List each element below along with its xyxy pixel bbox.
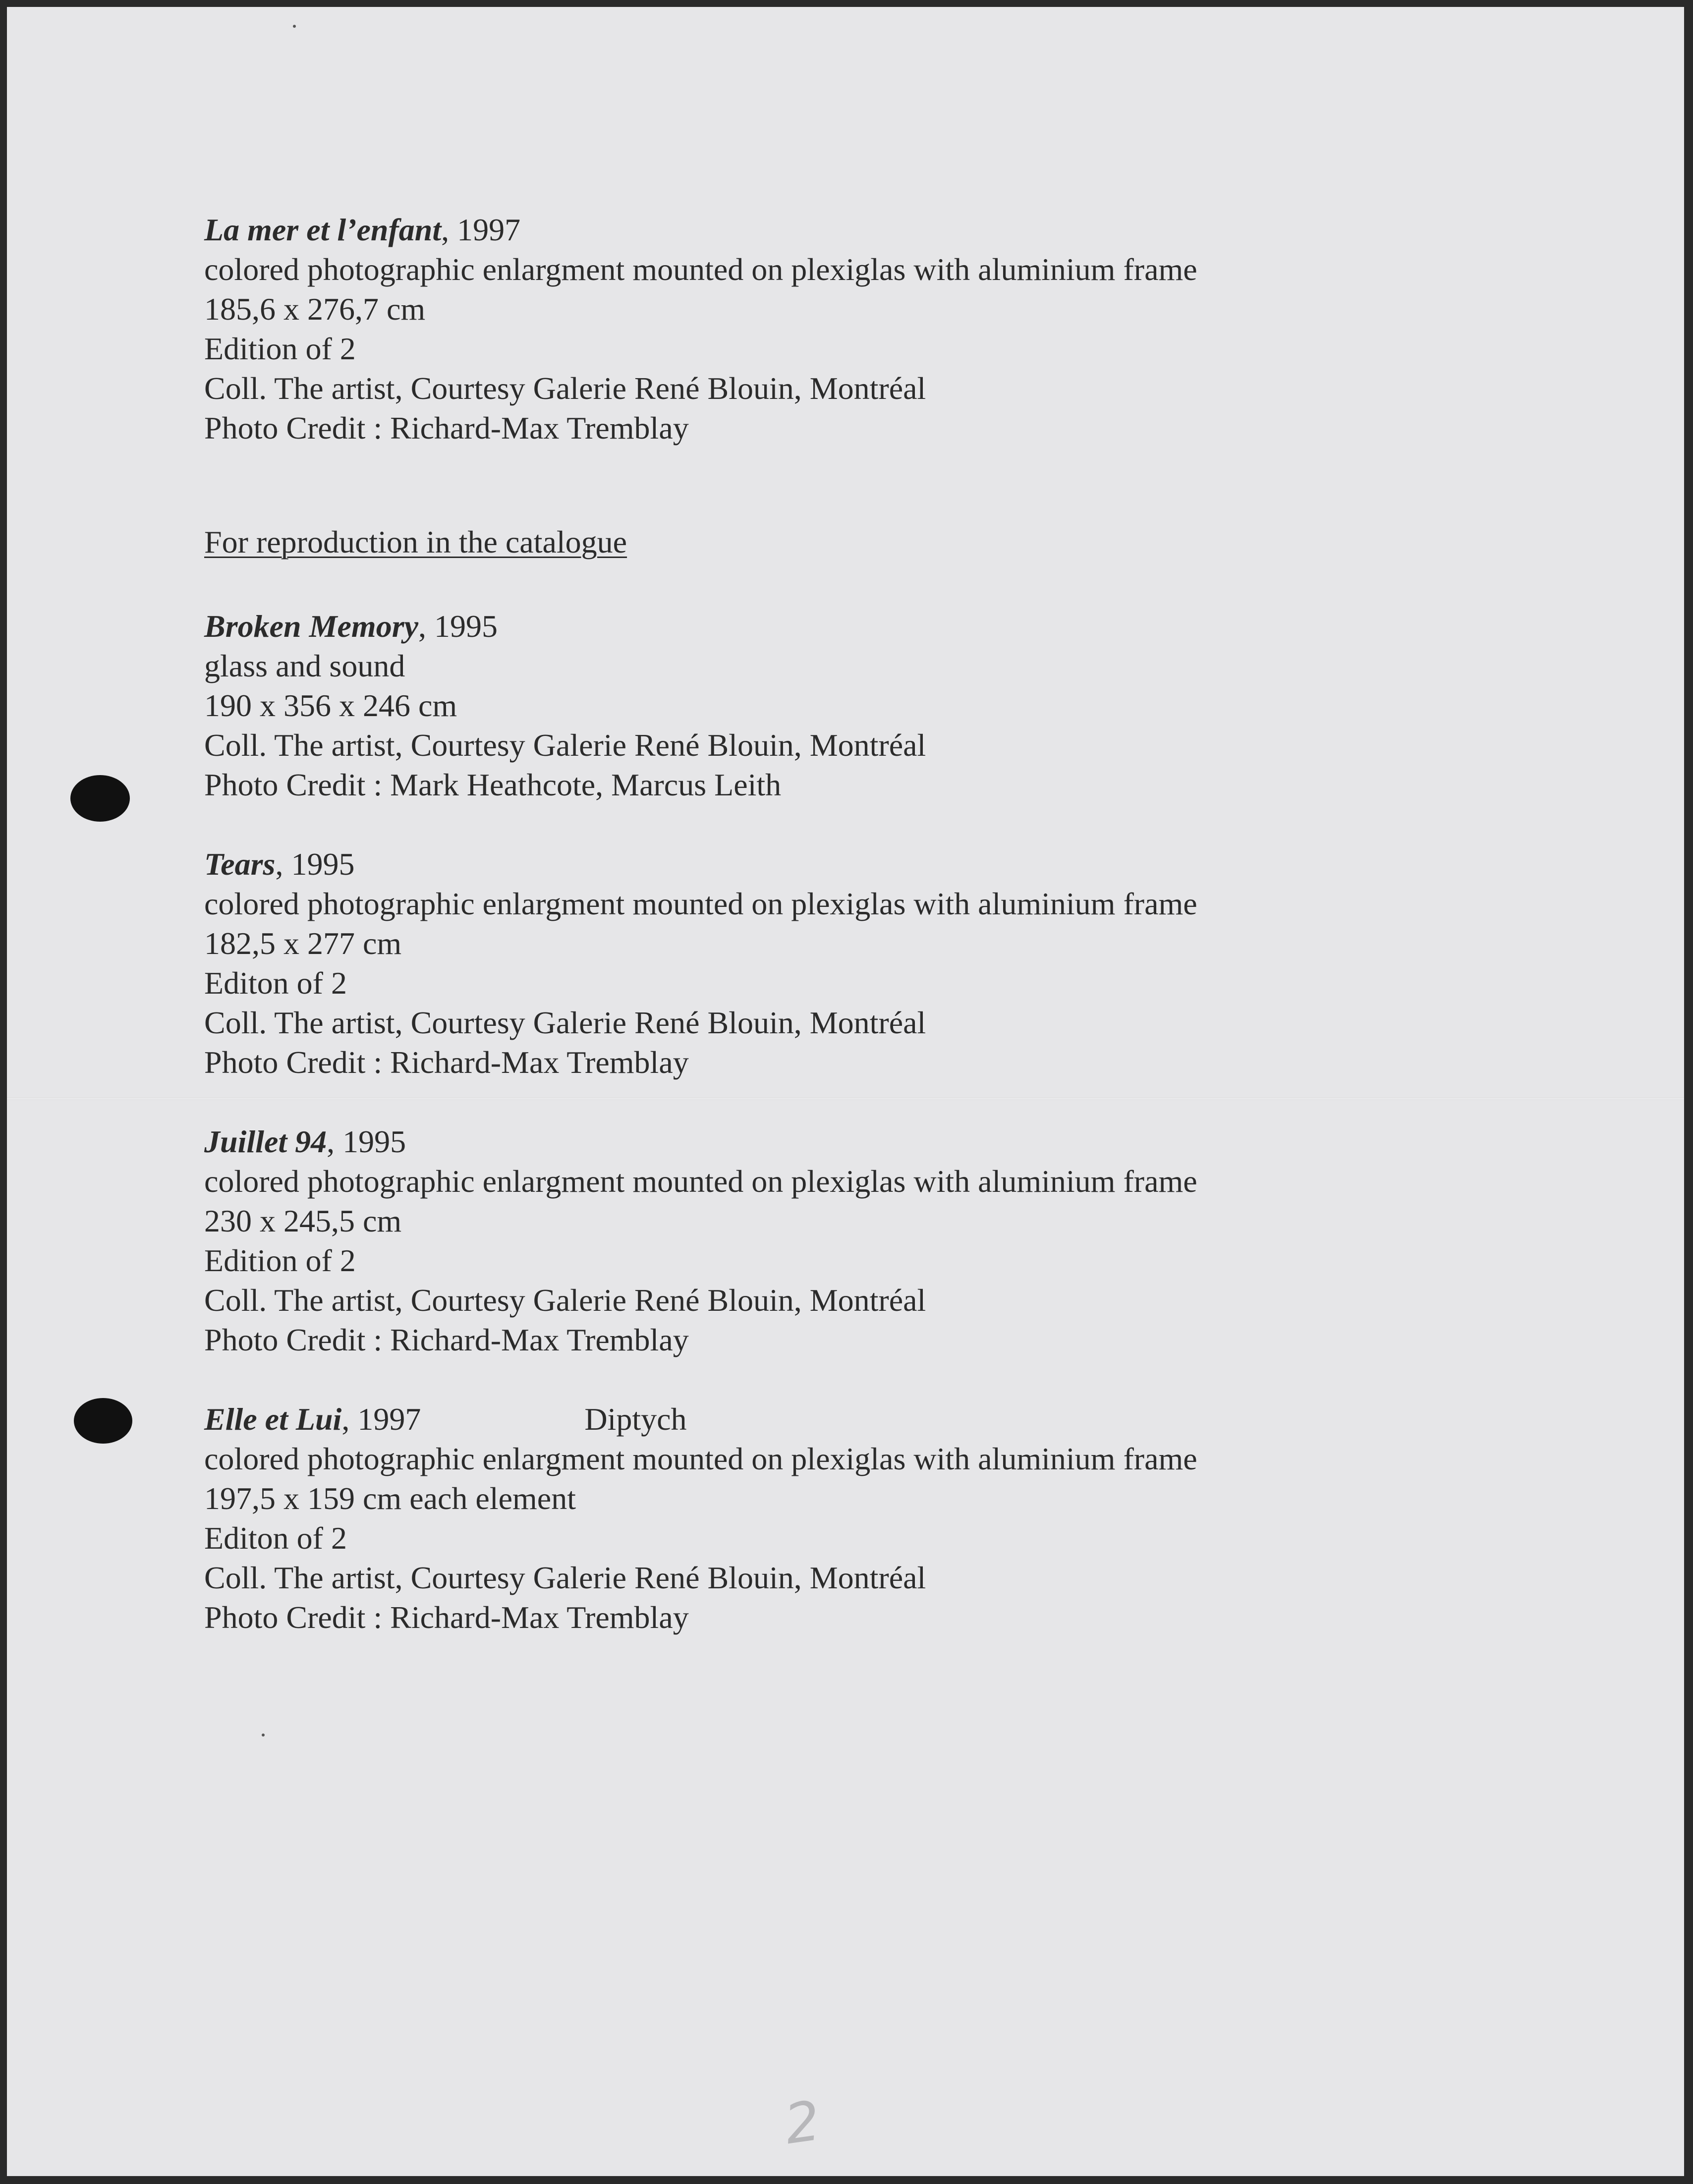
artwork-dimensions: 185,6 x 276,7 cm	[204, 291, 426, 327]
artwork-year: , 1995	[418, 609, 498, 644]
artwork-entry-tears	[204, 844, 1197, 1082]
paper-speck	[293, 25, 296, 28]
artwork-title-line	[204, 607, 926, 646]
artwork-title-line	[204, 844, 1197, 884]
artwork-title: Broken Memory	[204, 609, 418, 644]
artwork-title-line	[204, 210, 1197, 250]
artwork-dimensions: 182,5 x 277 cm	[204, 926, 402, 961]
artwork-collection: Coll. The artist, Courtesy Galerie René Blouin, Montréal	[204, 728, 926, 763]
artwork-collection: Coll. The artist, Courtesy Galerie René Blouin, Montréal	[204, 1005, 926, 1040]
artwork-year: , 1997	[341, 1401, 421, 1437]
artwork-edition: Edition of 2	[204, 331, 356, 366]
artwork-dimensions: 190 x 356 x 246 cm	[204, 688, 457, 723]
paper-speck	[262, 1734, 265, 1736]
artwork-title-line	[204, 1400, 1197, 1439]
artwork-medium: glass and sound	[204, 648, 405, 683]
artwork-collection: Coll. The artist, Courtesy Galerie René Blouin, Montréal	[204, 371, 926, 406]
artwork-dimensions: 197,5 x 159 cm each element	[204, 1481, 576, 1516]
artwork-photo-credit: Photo Credit : Richard-Max Tremblay	[204, 410, 689, 446]
artwork-collection: Coll. The artist, Courtesy Galerie René Blouin, Montréal	[204, 1560, 926, 1595]
artwork-title: La mer et l’enfant	[204, 212, 442, 247]
artwork-dimensions: 230 x 245,5 cm	[204, 1203, 402, 1238]
artwork-entry-broken-memory	[204, 607, 926, 805]
artwork-title: Tears	[204, 846, 276, 882]
section-heading: For reproduction in the catalogue	[204, 524, 627, 560]
punch-hole-upper	[70, 775, 130, 822]
artwork-title-line	[204, 1122, 1197, 1162]
artwork-year: , 1997	[441, 212, 521, 247]
punch-hole-lower	[74, 1398, 132, 1444]
artwork-edition: Edition of 2	[204, 1243, 356, 1278]
artwork-year: , 1995	[327, 1124, 406, 1159]
artwork-entry-juillet-94	[204, 1122, 1197, 1360]
paper-fold	[7, 1097, 1684, 1100]
artwork-medium: colored photographic enlargment mounted on plexiglas with aluminium frame	[204, 886, 1197, 921]
artwork-title: Elle et Lui	[204, 1401, 342, 1437]
handwritten-page-number: 2	[781, 2088, 824, 2157]
artwork-entry-la-mer	[204, 210, 1197, 448]
artwork-medium: colored photographic enlargment mounted on plexiglas with aluminium frame	[204, 252, 1197, 287]
artwork-photo-credit: Photo Credit : Richard-Max Tremblay	[204, 1045, 689, 1080]
artwork-medium: colored photographic enlargment mounted on plexiglas with aluminium frame	[204, 1164, 1197, 1199]
document-page	[7, 7, 1684, 2176]
artwork-edition: Editon of 2	[204, 965, 347, 1001]
artwork-photo-credit: Photo Credit : Richard-Max Tremblay	[204, 1600, 689, 1635]
artwork-format-note: Diptych	[584, 1401, 687, 1437]
artwork-collection: Coll. The artist, Courtesy Galerie René Blouin, Montréal	[204, 1283, 926, 1318]
artwork-edition: Editon of 2	[204, 1520, 347, 1556]
artwork-title: Juillet 94	[204, 1124, 327, 1159]
artwork-entry-elle-et-lui	[204, 1400, 1197, 1637]
artwork-photo-credit: Photo Credit : Richard-Max Tremblay	[204, 1322, 689, 1357]
artwork-photo-credit: Photo Credit : Mark Heathcote, Marcus Leith	[204, 767, 782, 802]
artwork-medium: colored photographic enlargment mounted on plexiglas with aluminium frame	[204, 1441, 1197, 1476]
artwork-year: , 1995	[275, 846, 355, 882]
